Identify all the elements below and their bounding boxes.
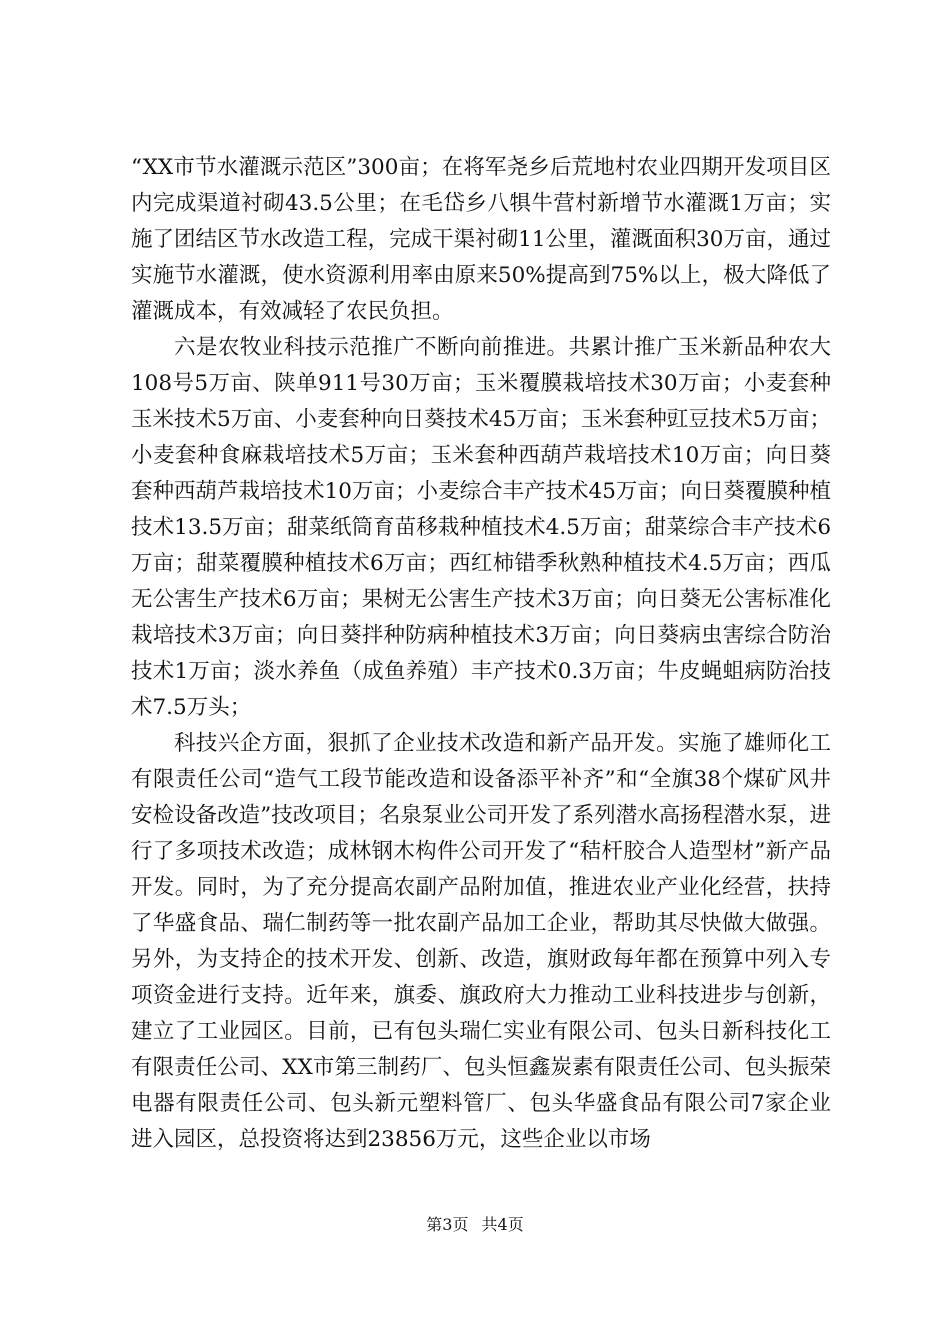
document-body <box>131 150 831 1158</box>
paragraph-agri-tech: 六是农牧业科技示范推广不断向前推进。共累计推广玉米新品种农大108号5万亩、陕单911号30万亩；玉米覆膜栽培技术30万亩；小麦套种玉米技术5万亩、小麦套种向日葵技术45万亩；玉米套种豇豆技术5万亩；小麦套种食麻栽培技术5万亩；玉米套种西葫芦栽培技术10万亩；向日葵套种西葫芦栽培技术10万亩；小麦综合丰产技术45万亩；向日葵覆膜种植技术13.5万亩；甜菜纸筒育苗移栽种植技术4.5万亩；甜菜综合丰产技术6万亩；甜菜覆膜种植技术6万亩；西红柿错季秋熟种植技术4.5万亩；西瓜无公害生产技术6万亩；果树无公害生产技术3万亩；向日葵无公害标准化栽培技术3万亩；向日葵拌种防病种植技术3万亩；向日葵病虫害综合防治技术1万亩；淡水养鱼（成鱼养殖）丰产技术0.3万亩；牛皮蝇蛆病防治技术7.5万头； <box>131 335 831 720</box>
paragraph-irrigation: “XX市节水灌溉示范区”300亩；在将军尧乡后荒地村农业四期开发项目区内完成渠道衬砌43.5公里；在毛岱乡八犋牛营村新增节水灌溉1万亩；实施了团结区节水改造工程，完成干渠衬砌11公里，灌溉面积30万亩，通过实施节水灌溉，使水资源利用率由原来50%提高到75%以上，极大降低了灌溉成本，有效减轻了农民负担。 <box>131 155 831 324</box>
total-pages: 共4页 <box>481 1215 524 1234</box>
page-footer <box>0 1215 950 1235</box>
paragraph-enterprise-tech: 科技兴企方面，狠抓了企业技术改造和新产品开发。实施了雄师化工有限责任公司“造气工段节能改造和设备添平补齐”和“全旗38个煤矿风井安检设备改造”技改项目；名泉泵业公司开发了系列潜水高扬程潜水泵，进行了多项技术改造；成林钢木构件公司开发了“秸杆胶合人造型材”新产品开发。同时，为了充分提高农副产品附加值，推进农业产业化经营，扶持了华盛食品、瑞仁制药等一批农副产品加工企业，帮助其尽快做大做强。另外，为支持企的技术开发、创新、改造，旗财政每年都在预算中列入专项资金进行支持。近年来，旗委、旗政府大力推动工业科技进步与创新，建立了工业园区。目前，已有包头瑞仁实业有限公司、包头日新科技化工有限责任公司、XX市第三制药厂、包头恒鑫炭素有限责任公司、包头振荣电器有限责任公司、包头新元塑料管厂、包头华盛食品有限公司7家企业进入园区，总投资将达到23856万元，这些企业以市场 <box>131 731 831 1152</box>
page-number: 第3页 <box>426 1215 469 1234</box>
